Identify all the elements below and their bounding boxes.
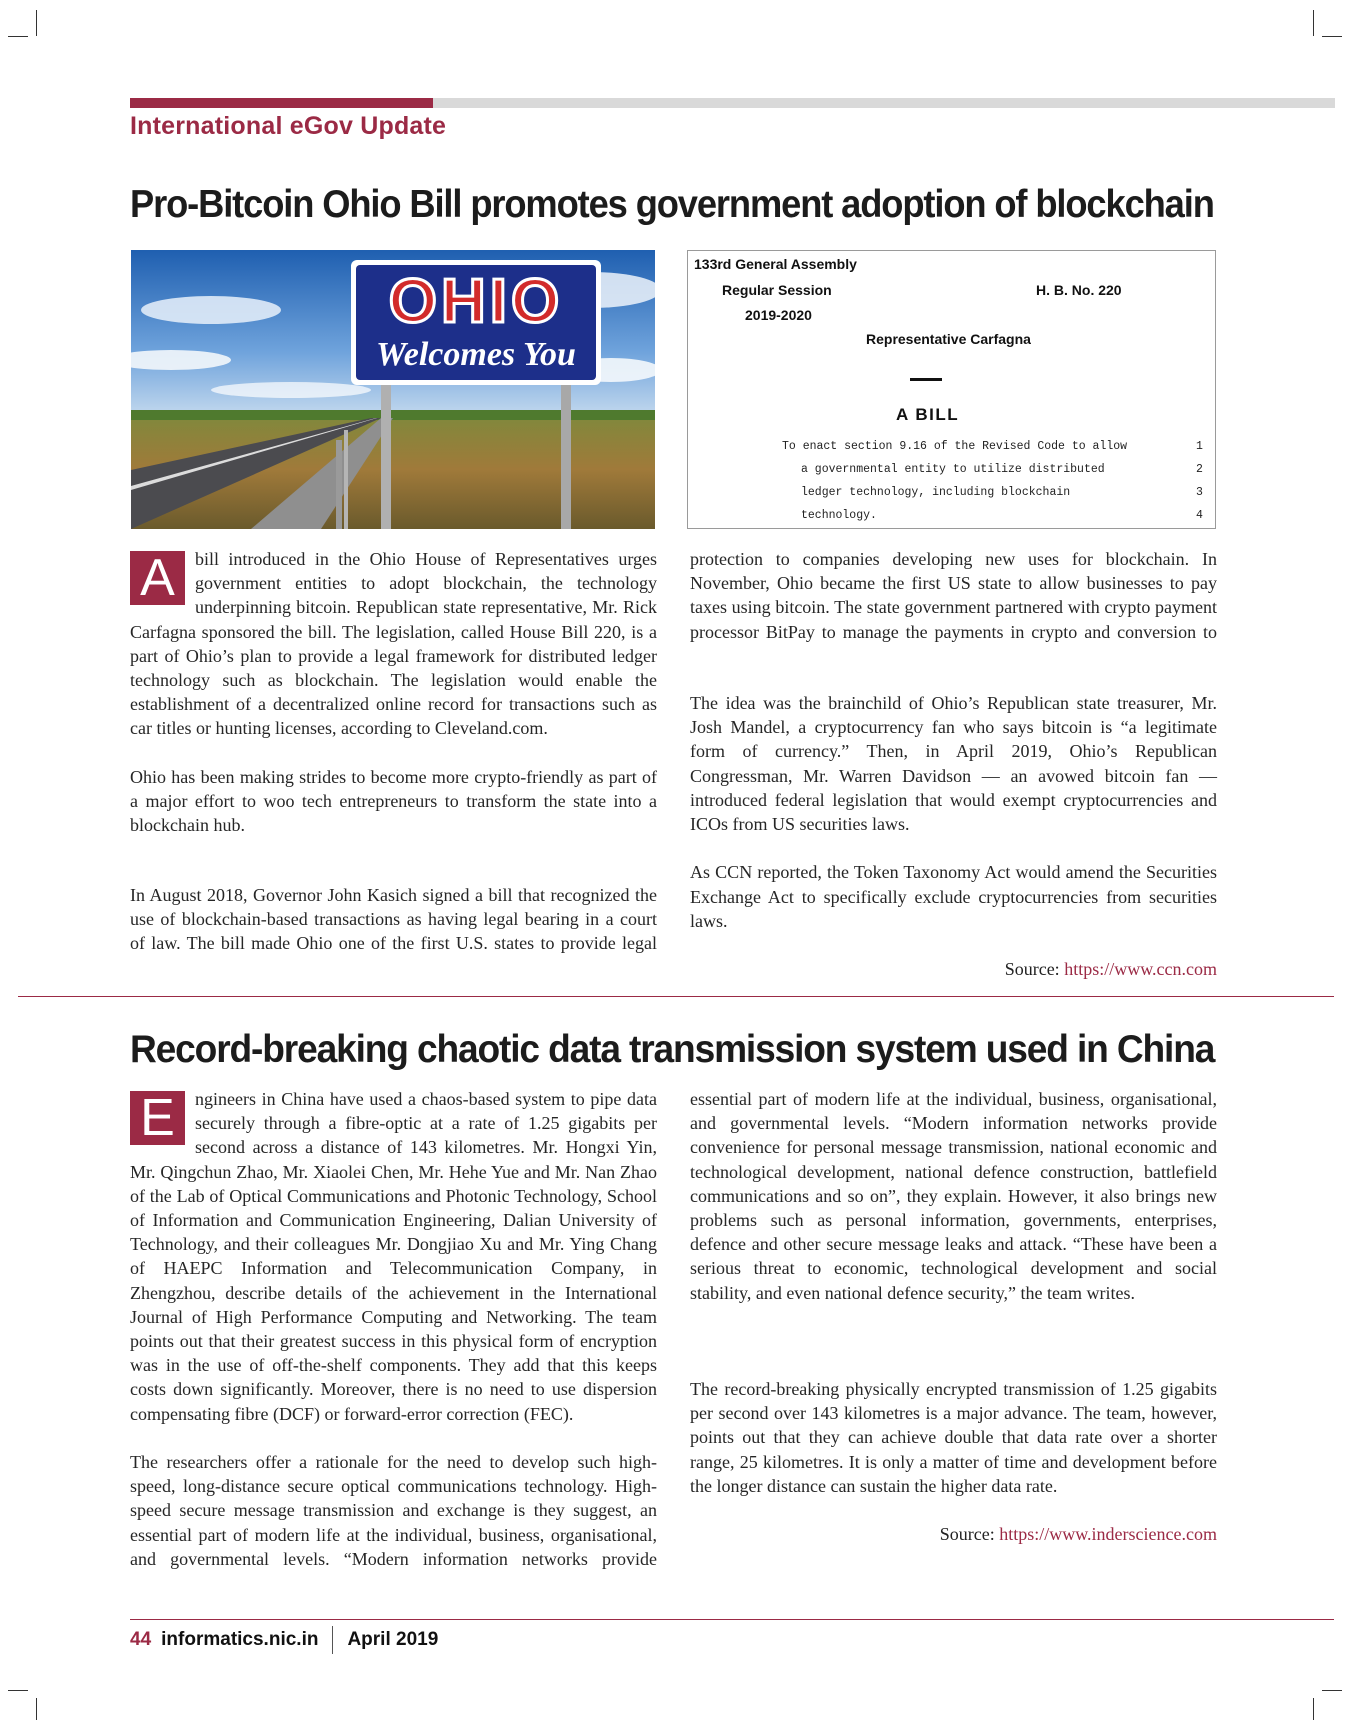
source-label: Source: xyxy=(939,1524,995,1545)
bill-heading: A BILL xyxy=(896,405,960,424)
bill-line: a governmental entity to utilize distributed xyxy=(801,463,1105,476)
header-grey-bar xyxy=(433,98,1335,108)
footer-rule xyxy=(130,1619,1334,1620)
bill-divider xyxy=(910,378,942,381)
bill-years: 2019-2020 xyxy=(745,307,812,323)
bill-assembly: 133rd General Assembly xyxy=(694,256,857,272)
article-1-right-column-head xyxy=(690,547,1217,643)
bill-line-number: 1 xyxy=(1196,440,1203,453)
article-2-paragraph: The record-breaking physically encrypted transmission of 1.25 gigabits per second over 143 kilometres is a major advance. The team, however, points out that they can achieve double that data rate over a shorter range, 25 kilometres. It is only a matter of time and development before the longer distance can sustain the higher data rate. xyxy=(690,1379,1217,1496)
bill-figure xyxy=(687,250,1216,529)
article-2-source xyxy=(690,1522,1217,1546)
article-2-paragraph-continued: essential part of modern life at the individual, business, organisational, and governmental levels. “Modern information networks provide convenience for personal message transmission, national economic and technological development, national defence construction, battlefield communications and so on”, they explain. However, it also brings new problems such as personal information, governments, enterprises, defence and other secure message leaks and attack. “These have been a serious threat to economic, technological development and social stability, and even national defence security,” the team writes. xyxy=(690,1089,1217,1303)
crop-mark xyxy=(1313,1698,1314,1720)
crop-mark xyxy=(1313,10,1314,36)
footer-date: April 2019 xyxy=(347,1629,439,1650)
page-number: 44 xyxy=(130,1629,152,1650)
article-1-paragraph: The idea was the brainchild of Ohio’s Republican state treasurer, Mr. Josh Mandel, a cryptocurrency fan who says bitcoin is “a legitimate form of currency.” Then, in April 2019, Ohio’s Republican Congressman, Mr. Warren Davidson — an avowed bitcoin fan — introduced federal legislation that would exempt cryptocurrencies and ICOs from US securities laws. xyxy=(690,693,1217,835)
bill-line: technology. xyxy=(801,509,877,522)
bill-line-number: 3 xyxy=(1196,486,1203,499)
bill-number: H. B. No. 220 xyxy=(1036,282,1122,298)
bill-line-number: 4 xyxy=(1196,509,1203,522)
source-label: Source: xyxy=(1004,959,1060,980)
footer-separator xyxy=(332,1626,333,1654)
bill-line: To enact section 9.16 of the Revised Code to allow xyxy=(782,440,1128,453)
article-2-title: Record-breaking chaotic data transmission system used in China xyxy=(130,1028,1215,1071)
article-2-left-column xyxy=(130,1087,657,1571)
source-link[interactable]: https://www.ccn.com xyxy=(1064,959,1217,980)
source-link[interactable]: https://www.inderscience.com xyxy=(999,1524,1217,1545)
article-1-paragraph: A bill introduced in the Ohio House of Representatives urges government entities to adopt blockchain, the technology underpinning bitcoin. Republican state representative, Mr. Rick Carfagna sponsored the bill. The legislation, called House Bill 220, is a part of Ohio’s plan to provide a legal framework for distributed ledger technology such as blockchain. The legislation would enable the establishment of a decentralized online record for transactions such as car titles or hunting licenses, according to Cleveland.com. xyxy=(130,549,657,739)
article-1-paragraph: Ohio has been making strides to become more crypto-friendly as part of a major effort to woo tech entrepreneurs to transform the state into a blockchain hub. xyxy=(130,766,657,836)
section-label: International eGov Update xyxy=(130,112,447,140)
bill-line-number: 2 xyxy=(1196,463,1203,476)
article-2-right-column-head xyxy=(690,1087,1217,1353)
header-accent-bar xyxy=(130,98,433,108)
article-1-left-column-tail xyxy=(130,883,657,955)
footer-site: informatics.nic.in xyxy=(161,1629,319,1650)
article-1-paragraph: In August 2018, Governor John Kasich signed a bill that recognized the use of blockchain-based transactions as having legal bearing in a court of law. The bill made Ohio one of the first U.S. states to provide legal xyxy=(130,885,657,954)
dropcap: E xyxy=(130,1091,185,1145)
sign-bottom-text: Welcomes You xyxy=(376,336,576,373)
ohio-sign-illustration xyxy=(131,250,655,529)
crop-mark xyxy=(36,1698,37,1720)
crop-mark xyxy=(8,36,28,37)
article-1-title: Pro-Bitcoin Ohio Bill promotes government adoption of blockchain xyxy=(130,183,1214,226)
article-2-paragraph: E ngineers in China have used a chaos-based system to pipe data securely through a fibre-optic at a rate of 1.25 gigabits per second across a distance of 143 kilometres. Mr. Hongxi Yin, Mr. Qingchun Zhao, Mr. Xiaolei Chen, Mr. Hehe Yue and Mr. Nan Zhao of the Lab of Optical Communications and Photonic Technology, School of Information and Communication Engineering, Dalian University of Technology, and their colleagues Mr. Dongjiao Xu and Mr. Ying Chang of HAEPC Information and Telecommunication Company, in Zhengzhou, describe details of the achievement in the International Journal of High Performance Computing and Networking. The team points out that their greatest success in this physical form of encryption was in the use of off-the-shelf components. They add that this keeps costs down significantly. Moreover, there is no need to use dispersion compensating fibre (DCF) or forward-error correction (FEC). xyxy=(130,1089,657,1424)
bill-session: Regular Session xyxy=(722,282,832,298)
crop-mark xyxy=(1322,36,1342,37)
article-divider xyxy=(18,996,1334,997)
crop-mark xyxy=(8,1690,28,1691)
dropcap: A xyxy=(130,551,185,605)
article-2-right-column xyxy=(690,1377,1217,1546)
page-footer xyxy=(130,1625,438,1655)
crop-mark xyxy=(36,10,37,36)
article-2-paragraph: The researchers offer a rationale for the need to develop such high-speed, long-distance secure optical communications technology. High-speed secure message transmission and exchange is they suggest, an essential part of modern life at the individual, business, organisational, and governmental levels. “Modern information networks provide xyxy=(130,1452,657,1569)
article-1-right-column xyxy=(690,691,1217,981)
article-1-paragraph-continued: protection to companies developing new uses for blockchain. In November, Ohio became the first US state to allow businesses to pay taxes using bitcoin. The state government partnered with crypto payment processor BitPay to manage the payments in crypto and conversion to xyxy=(690,549,1217,642)
crop-mark xyxy=(1322,1690,1342,1691)
article-1-source xyxy=(690,957,1217,981)
ohio-sign-photo xyxy=(131,250,655,529)
bill-line: ledger technology, including blockchain xyxy=(801,486,1071,499)
bill-sponsor: Representative Carfagna xyxy=(866,331,1031,347)
article-1-left-column xyxy=(130,547,657,837)
article-1-paragraph: As CCN reported, the Token Taxonomy Act would amend the Securities Exchange Act to specifically exclude cryptocurrencies from securities laws. xyxy=(690,862,1217,931)
sign-top-text: OHIO xyxy=(388,267,564,336)
